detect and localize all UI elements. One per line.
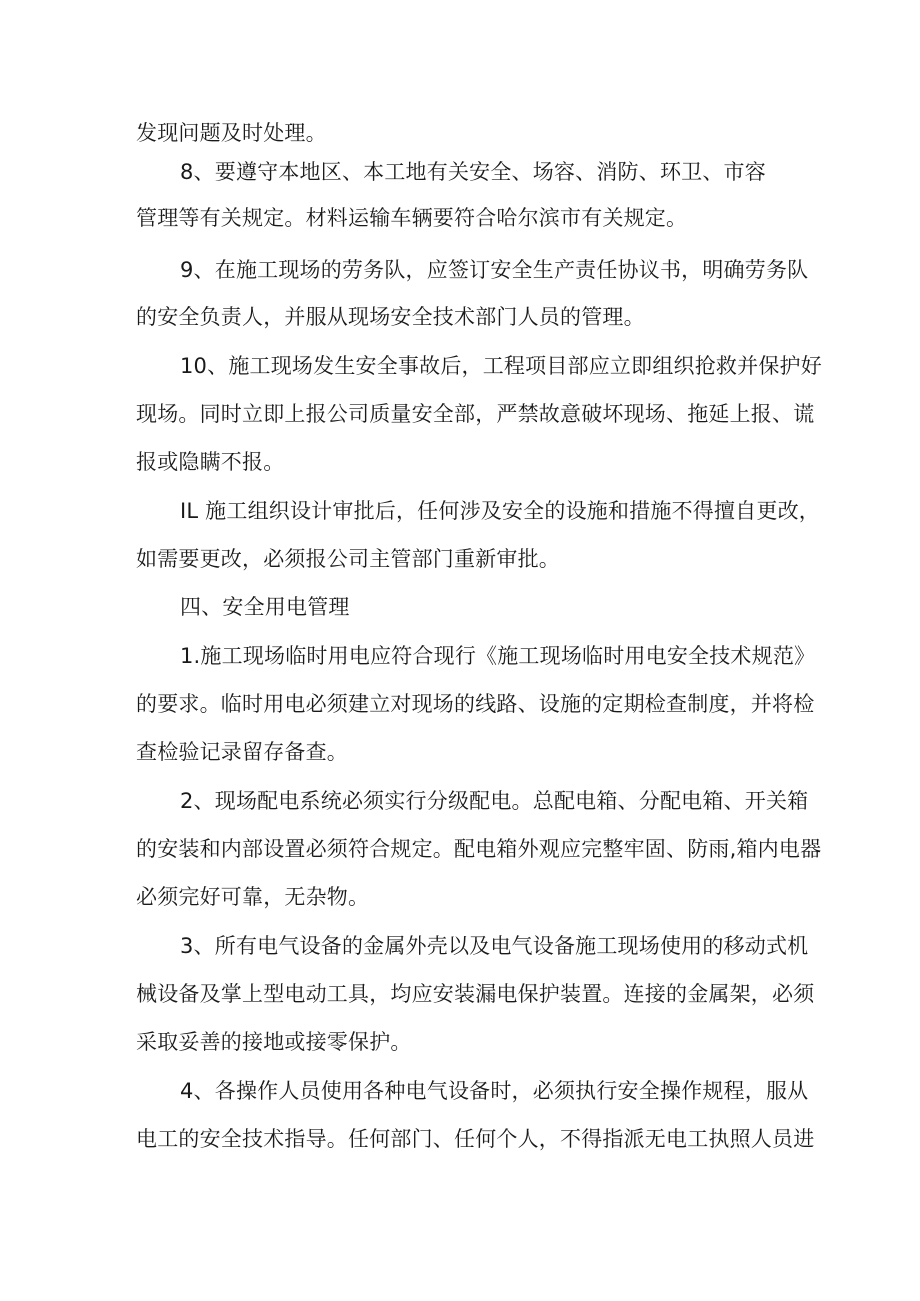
- text-line: IL 施工组织设计审批后，任何涉及安全的设施和措施不得擅自更改，: [180, 499, 820, 523]
- text-line: 采取妥善的接地或接零保护。: [136, 1030, 412, 1054]
- section-heading: 四、安全用电管理: [180, 595, 350, 619]
- text-line: 查检验记录留存备查。: [136, 740, 348, 764]
- text-line: 现场。同时立即上报公司质量安全部，严禁故意破坏现场、拖延上报、谎: [136, 402, 815, 426]
- text-line: 械设备及掌上型电动工具，均应安装漏电保护装置。连接的金属架，必须: [136, 982, 815, 1006]
- text-line: 9、在施工现场的劳务队，应签订安全生产责任协议书，明确劳务队: [180, 258, 809, 282]
- text-line: 的安装和内部设置必须符合规定。配电箱外观应完整牢固、防雨,箱内电器: [136, 837, 822, 861]
- text-line: 1.施工现场临时用电应符合现行《施工现场临时用电安全技术规范》: [180, 644, 816, 668]
- text-line: 发现问题及时处理。: [136, 121, 327, 145]
- text-line: 如需要更改，必须报公司主管部门重新审批。: [136, 547, 560, 571]
- text-line: 管理等有关规定。材料运输车辆要符合哈尔滨市有关规定。: [136, 206, 688, 230]
- text-line: 2、现场配电系统必须实行分级配电。总配电箱、分配电箱、开关箱: [180, 789, 809, 813]
- text-line: 10、施工现场发生安全事故后，工程项目部应立即组织抢救并保护好: [180, 354, 822, 378]
- text-line: 3、所有电气设备的金属外壳以及电气设备施工现场使用的移动式机: [180, 934, 809, 958]
- text-line: 8、要遵守本地区、本工地有关安全、场容、消防、环卫、市容: [180, 160, 766, 184]
- text-line: 的安全负责人，并服从现场安全技术部门人员的管理。: [136, 305, 645, 329]
- text-line: 报或隐瞒不报。: [136, 450, 285, 474]
- text-line: 4、各操作人员使用各种电气设备时，必须执行安全操作规程，服从: [180, 1079, 809, 1103]
- text-line: 的要求。临时用电必须建立对现场的线路、设施的定期检查制度，并将检: [136, 692, 815, 716]
- text-line: 必须完好可靠，无杂物。: [136, 885, 370, 909]
- text-line: 电工的安全技术指导。任何部门、任何个人，不得指派无电工执照人员进: [136, 1127, 815, 1151]
